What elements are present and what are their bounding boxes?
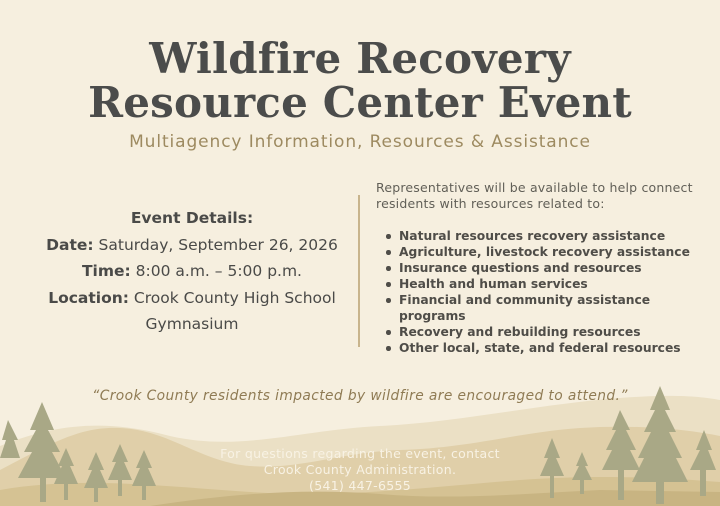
contact-line-2: Crook County Administration.	[263, 462, 457, 477]
details-heading: Event Details:	[130, 209, 254, 227]
date-label: Date:	[46, 235, 94, 254]
quote: “Crook County residents impacted by wildfire are encouraged to attend.”	[92, 388, 628, 404]
list-item: Health and human services	[386, 276, 706, 292]
resources-list	[386, 228, 706, 356]
contact-phone: (541) 447-6555	[309, 478, 411, 493]
resources-intro: Representatives will be available to help connect residents with resources related to:	[376, 180, 693, 211]
list-item: Agriculture, livestock recovery assistance	[386, 244, 706, 260]
page-title-line-1: Wildfire Recovery	[149, 34, 571, 83]
contact-info	[200, 446, 520, 494]
location-line-2: Gymnasium	[145, 315, 239, 333]
time-value: 8:00 a.m. – 5:00 p.m.	[135, 262, 302, 280]
location-line	[22, 285, 362, 312]
list-item: Other local, state, and federal resources	[386, 340, 706, 356]
date-line	[22, 232, 362, 259]
location-label: Location:	[48, 288, 129, 307]
page-title-line-2: Resource Center Event	[88, 78, 632, 127]
list-item: Natural resources recovery assistance	[386, 228, 706, 244]
date-value: Saturday, September 26, 2026	[98, 235, 338, 254]
contact-line-1: For questions regarding the event, contact	[220, 446, 500, 461]
list-item: Recovery and rebuilding resources	[386, 324, 706, 340]
time-label: Time:	[81, 262, 131, 280]
list-item: Financial and community assistance programs	[386, 292, 706, 324]
list-item: Insurance questions and resources	[386, 260, 706, 276]
vertical-divider	[358, 195, 360, 347]
subtitle: Multiagency Information, Resources & Assistance	[129, 132, 591, 152]
event-details	[22, 205, 362, 338]
location-value: Crook County High School	[133, 288, 336, 307]
time-line	[22, 258, 362, 285]
